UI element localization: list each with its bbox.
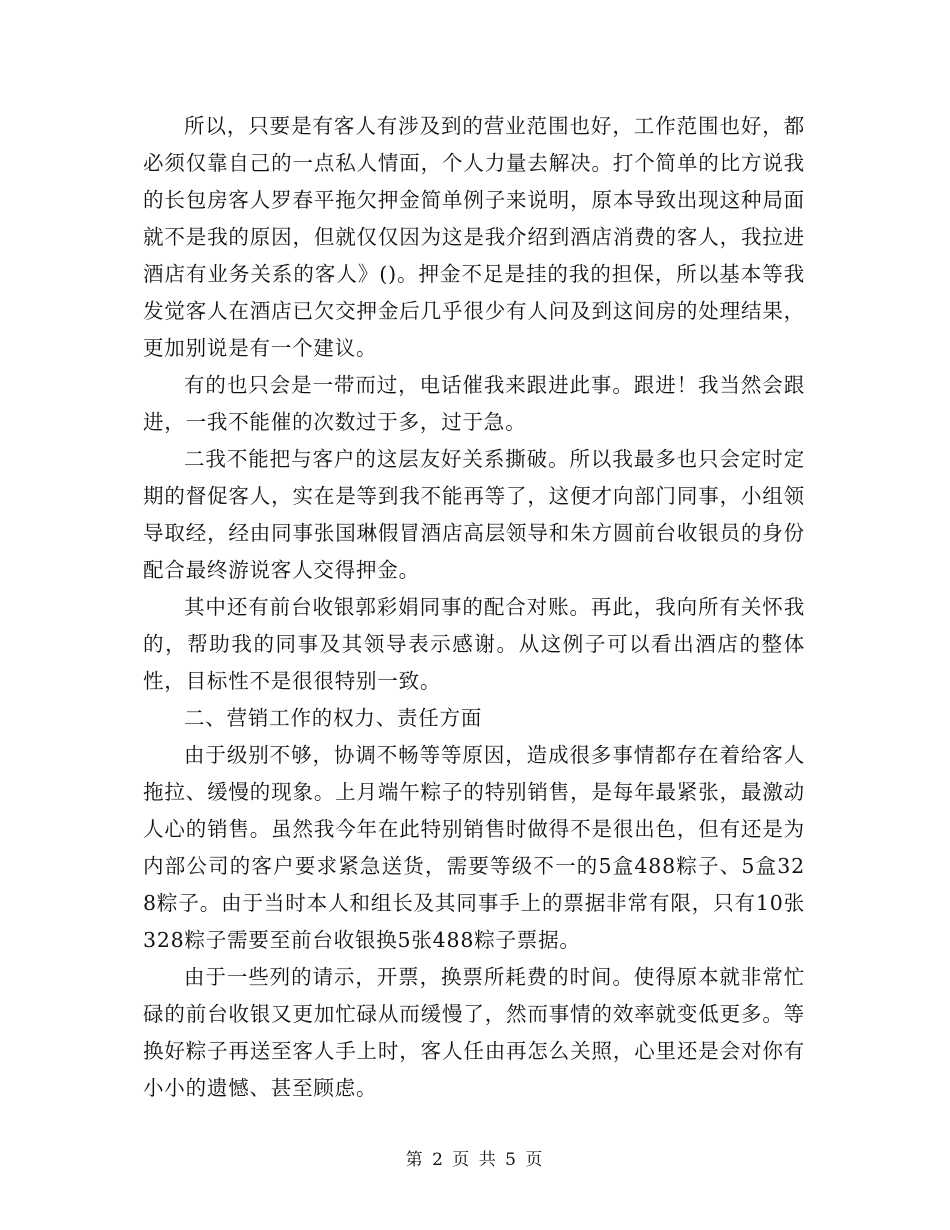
paragraph-2: 有的也只会是一带而过，电话催我来跟进此事。跟进！我当然会跟进，一我不能催的次数过于多，过于急。 bbox=[143, 373, 805, 434]
section-heading: 二、营销工作的权力、责任方面 bbox=[184, 706, 483, 730]
page-number-footer: 第 2 页 共 5 页 bbox=[405, 1150, 545, 1170]
paragraph-1: 所以，只要是有客人有涉及到的营业范围也好，工作范围也好，都必须仅靠自己的一点私人情面，个人力量去解决。打个简单的比方说我的长包房客人罗春平拖欠押金简单例子来说明，原本导致出现这种局面就不是我的原因，但就仅仅因为这是我介绍到酒店消费的客人，我拉进酒店有业务关系的客人》()。押金不足是挂的我的担保，所以基本等我发觉客人在酒店已欠交押金后几乎很少有人问及到这间房的处理结果，更加别说是有一个建议。 bbox=[143, 114, 805, 360]
paragraph-4: 其中还有前台收银郭彩娟同事的配合对账。再此，我向所有关怀我的，帮助我的同事及其领导表示感谢。从这例子可以看出酒店的整体性，目标性不是很很特别一致。 bbox=[143, 595, 805, 693]
paragraph-3: 二我不能把与客户的这层友好关系撕破。所以我最多也只会定时定期的督促客人，实在是等到我不能再等了，这便才向部门同事，小组领导取经，经由同事张国琳假冒酒店高层领导和朱方圆前台收银员的身份配合最终游说客人交得押金。 bbox=[143, 447, 805, 582]
paragraph-6: 由于一些列的请示，开票，换票所耗费的时间。使得原本就非常忙碌的前台收银又更加忙碌从而缓慢了，然而事情的效率就变低更多。等换好粽子再送至客人手上时，客人任由再怎么关照，心里还是会对你有小小的遗憾、甚至顾虑。 bbox=[143, 965, 805, 1100]
paragraph-5: 由于级别不够，协调不畅等等原因，造成很多事情都存在着给客人拖拉、缓慢的现象。上月端午粽子的特别销售，是每年最紧张，最激动人心的销售。虽然我今年在此特别销售时做得不是很出色，但有还是为内部公司的客户要求紧急送货，需要等级不一的5盒488粽子、5盒328粽子。由于当时本人和组长及其同事手上的票据非常有限，只有10张328粽子需要至前台收银换5张488粽子票据。 bbox=[143, 743, 805, 952]
document-body bbox=[143, 108, 805, 1107]
